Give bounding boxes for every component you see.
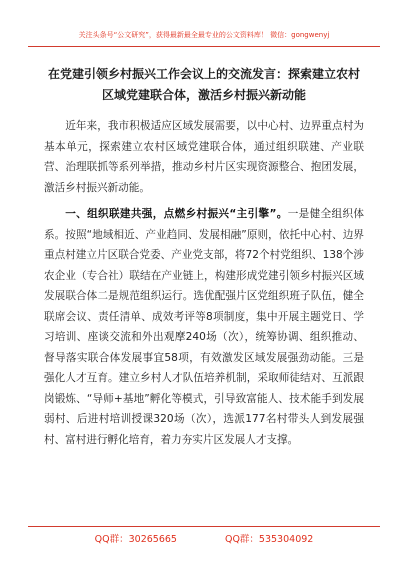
header-divider xyxy=(28,46,380,47)
footer xyxy=(0,533,408,547)
section-1-body: 一是健全组织体系。按照“地域相近、产业趋同、发展相融”原则，依托中心村、边界重点村建立片区联合党委、产业党支部，将72个村党组织、138个涉农企业（专合社）联结在产业链上，构建形成党建引领乡村振兴区域发展联合体二是规范组织运行。选优配强片区党组织班子队伍，健全联席会议、责任清单、成效考评等8项制度，集中开展主题党日、学习培训、座谈交流和外出观摩240场（次），统筹协调、组织推动、督导落实联合体发展事宜58项，有效激发区域发展强劲动能。三是强化人才互育。建立乡村人才队伍培养机制，采取师徒结对、互派跟岗锻炼、“导师+基地”孵化等模式，引导致富能人、技术能手到发展弱村、后进村培训授课320场（次），选派177名村带头人到发展强村、富村进行孵化培育，着力夯实片区发展人才支撑。 xyxy=(44,208,364,446)
footer-qq-group-2: QQ群：535304092 xyxy=(224,534,314,545)
footer-qq-group-1: QQ群：30265665 xyxy=(94,534,177,545)
document-title: 在党建引领乡村振兴工作会议上的交流发言：探索建立农村区域党建联合体，激活乡村振兴新动能 xyxy=(47,67,360,102)
section-1-paragraph xyxy=(44,204,364,450)
intro-paragraph: 近年来，我市积极适应区域发展需要，以中心村、边界重点村为基本单元，探索建立农村区域党建联合体，通过组织联建、产业联营、治理联抓等系列举措，推动乡村片区实现资源整合、抱团发展，激活乡村振兴新动能。 xyxy=(44,120,364,194)
header-banner: 关注头条号“公文研究”，获得最新最全最专业的公文资料库！ 微信：gongwenyj xyxy=(78,31,330,39)
section-1-heading: 一、组织联建共强，点燃乡村振兴“主引擎”。 xyxy=(65,208,288,220)
footer-divider xyxy=(28,526,380,527)
